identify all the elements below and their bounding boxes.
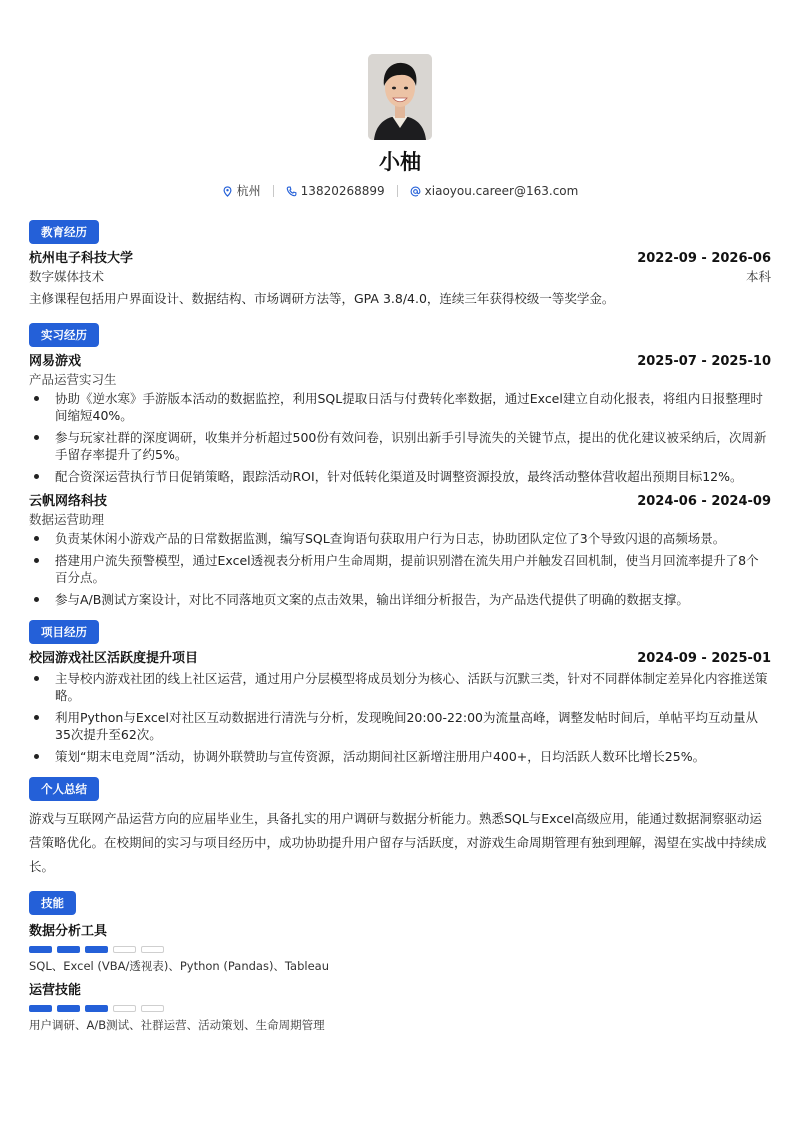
internship-header: [29, 353, 771, 371]
skill-level-segment: [113, 1005, 136, 1012]
bullet-item: 参与A/B测试方案设计，对比不同落地页文案的点击效果，输出详细分析报告，为产品迭代提供了明确的数据支撑。: [29, 591, 771, 608]
education-section: [29, 220, 771, 311]
resume-body: [29, 220, 771, 1045]
degree: 本科: [745, 269, 771, 284]
school-name: 杭州电子科技大学: [29, 251, 134, 266]
project-name: 校园游戏社区活跃度提升项目: [29, 651, 199, 666]
contact-line: [0, 182, 800, 200]
bullet-item: 参与玩家社群的深度调研，收集并分析超过500份有效问卷，识别出新手引导流失的关键节点，提出的优化建议被采纳后，次周新手留存率提升了约5%。: [29, 429, 771, 463]
skill-name: 数据分析工具: [29, 924, 108, 939]
education-dates: 2022-09 - 2026-06: [637, 251, 771, 266]
section-heading-projects: 项目经历: [29, 620, 99, 644]
project-header: [29, 650, 771, 668]
skill-level-segment: [29, 1005, 52, 1012]
skill-entry: [29, 982, 771, 1033]
location-text: 杭州: [236, 184, 261, 198]
avatar-photo: [368, 54, 432, 140]
resume-header: [0, 54, 800, 200]
project-section: [29, 620, 771, 765]
bullet-item: 主导校内游戏社团的线上社区运营，通过用户分层模型将成员划分为核心、活跃与沉默三类，针对不同群体制定差异化内容推送策略。: [29, 670, 771, 704]
project-bullets: [29, 670, 771, 765]
internship-header: [29, 493, 771, 511]
skill-level-segment: [57, 946, 80, 953]
avatar: [368, 54, 432, 140]
internship-entry: [29, 353, 771, 485]
phone-text: 13820268899: [300, 184, 385, 198]
project-dates: 2024-09 - 2025-01: [637, 651, 771, 666]
education-row: [29, 250, 771, 268]
bullet-item: 利用Python与Excel对社区互动数据进行清洗与分析，发现晚间20:00-22:00为流量高峰，调整发帖时间后，单帖平均互动量从35次提升至62次。: [29, 709, 771, 743]
at-sign-icon: [410, 186, 421, 197]
skill-level-segment: [141, 946, 164, 953]
education-summary: 主修课程包括用户界面设计、数据结构、市场调研方法等，GPA 3.8/4.0，连续三年获得校级一等奖学金。: [29, 291, 615, 306]
phone-icon: [286, 186, 297, 197]
skill-level-bar: [29, 946, 771, 953]
skill-level-segment: [85, 1005, 108, 1012]
education-detail-row: [29, 268, 771, 285]
section-heading-summary: 个人总结: [29, 777, 99, 801]
skill-level-segment: [113, 946, 136, 953]
skill-name: 运营技能: [29, 983, 82, 998]
internship-bullets: [29, 530, 771, 608]
skill-level-bar: [29, 1005, 771, 1012]
skills-section: [29, 891, 771, 1033]
section-heading-skills: 技能: [29, 891, 76, 915]
skill-detail: SQL、Excel (VBA/透视表)、Python (Pandas)、Tableau: [29, 959, 330, 973]
bullet-item: 配合资深运营执行节日促销策略，跟踪活动ROI，针对低转化渠道及时调整资源投放，最终活动整体营收超出预期目标12%。: [29, 468, 771, 485]
contact-location: [210, 182, 273, 200]
company-name: 云帆网络科技: [29, 494, 108, 509]
summary-text: 游戏与互联网产品运营方向的应届毕业生，具备扎实的用户调研与数据分析能力。熟悉SQL与Excel高级应用，能通过数据洞察驱动运营策略优化。在校期间的实习与项目经历中，成功协助提升用户留存与活跃度，对游戏生命周期管理有独到理解，渴望在实战中持续成长。: [29, 811, 767, 874]
bullet-item: 策划“期末电竞周”活动，协调外联赞助与宣传资源，活动期间社区新增注册用户400+，日均活跃人数环比增长25%。: [29, 748, 771, 765]
bullet-item: 负责某休闲小游戏产品的日常数据监测，编写SQL查询语句获取用户行为日志，协助团队定位了3个导致闪退的高频场景。: [29, 530, 771, 547]
location-pin-icon: [222, 186, 233, 197]
internship-role: 数据运营助理: [29, 512, 105, 527]
candidate-name: 小柚: [379, 150, 421, 174]
email-text: xiaoyou.career@163.com: [424, 184, 579, 198]
internship-dates: 2025-07 - 2025-10: [637, 354, 771, 369]
skill-detail: 用户调研、A/B测试、社群运营、活动策划、生命周期管理: [29, 1018, 325, 1032]
skill-level-segment: [57, 1005, 80, 1012]
bullet-item: 协助《逆水寒》手游版本活动的数据监控，利用SQL提取日活与付费转化率数据，通过Excel建立自动化报表，将组内日报整理时间缩短40%。: [29, 390, 771, 424]
skill-level-segment: [85, 946, 108, 953]
internship-dates: 2024-06 - 2024-09: [637, 494, 771, 509]
bullet-item: 搭建用户流失预警模型，通过Excel透视表分析用户生命周期，提前识别潜在流失用户并触发召回机制，使当月回流率提升了8个百分点。: [29, 552, 771, 586]
project-entry: [29, 650, 771, 765]
section-heading-internships: 实习经历: [29, 323, 99, 347]
internship-bullets: [29, 390, 771, 485]
skill-entry: [29, 923, 771, 974]
section-heading-education: 教育经历: [29, 220, 99, 244]
internship-section: [29, 323, 771, 608]
contact-phone: [274, 182, 397, 200]
company-name: 网易游戏: [29, 354, 82, 369]
summary-section: [29, 777, 771, 879]
internship-role: 产品运营实习生: [29, 372, 117, 387]
contact-email: [398, 182, 591, 200]
internship-entry: [29, 493, 771, 608]
major: 数字媒体技术: [29, 269, 105, 284]
skill-level-segment: [141, 1005, 164, 1012]
skill-level-segment: [29, 946, 52, 953]
